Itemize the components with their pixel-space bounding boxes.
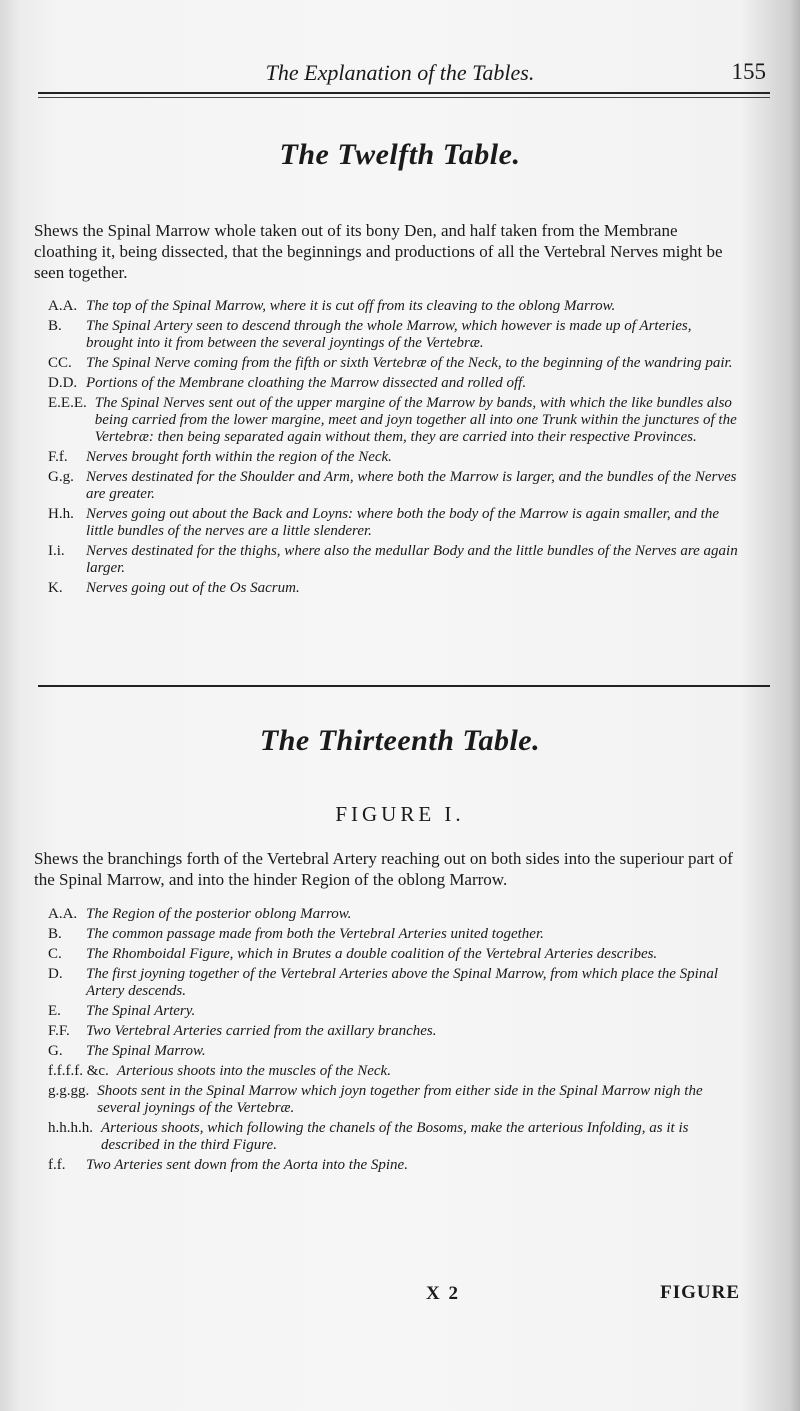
legend-text: The Spinal Artery. [86,1003,196,1019]
twelfth-table-items [48,298,742,600]
legend-key: A.A. [48,298,78,314]
legend-text: Portions of the Membrane cloathing the Marrow dissected and rolled off. [86,375,527,391]
legend-text: The Rhomboidal Figure, which in Brutes a double coalition of the Vertebral Arteries describes. [86,946,658,962]
legend-key: D.D. [48,375,78,391]
thirteenth-table-items [48,906,742,1177]
legend-item [48,543,742,577]
legend-text: The Spinal Nerve coming from the fifth or sixth Vertebræ of the Neck, to the beginning of the wandring pair. [86,355,733,371]
legend-item [48,1003,742,1020]
legend-item [48,1023,742,1040]
legend-text: Nerves going out about the Back and Loyns: where both the body of the Marrow is again smaller, and the little bundles of the nerves are a little slenderer. [86,506,719,539]
legend-text: The Spinal Artery seen to descend through the whole Marrow, which however is made up of Arteries, brought into it from between the several joyntings of the Vertebræ. [86,318,692,351]
legend-item [48,449,742,466]
legend-item [48,1083,742,1117]
legend-item [48,1120,742,1154]
legend-item [48,298,742,315]
legend-item [48,355,742,372]
legend-text: Shoots sent in the Spinal Marrow which joyn together from either side in the Spinal Marrow nigh the several joynings of the Vertebræ. [97,1083,703,1116]
legend-key: f.f. [48,1157,66,1173]
legend-key: K. [48,580,63,596]
legend-key: B. [48,318,62,334]
twelfth-table-intro: Shews the Spinal Marrow whole taken out of its bony Den, and half taken from the Membrane cloathing it, being dissected, that the beginnings and productions of all the Vertebral Nerves might be seen together. [34,221,723,282]
legend-key: f.f.f.f. &c. [48,1063,109,1079]
legend-item [48,926,742,943]
legend-item [48,946,742,963]
legend-key: I.i. [48,543,65,559]
legend-key: E. [48,1003,61,1019]
legend-text: Arterious shoots, which following the chanels of the Bosoms, make the arterious Infolding, as it is described in the third Figure. [101,1120,689,1153]
legend-item [48,1043,742,1060]
legend-text: Two Vertebral Arteries carried from the axillary branches. [86,1023,437,1039]
thirteenth-table-title: The Thirteenth Table. [259,724,541,757]
legend-text: Arterious shoots into the muscles of the Neck. [116,1063,391,1079]
legend-key: H.h. [48,506,74,522]
legend-text: Nerves brought forth within the region of the Neck. [86,449,392,465]
legend-item [48,580,742,597]
legend-key: F.F. [48,1023,70,1039]
legend-item [48,395,742,446]
legend-text: Nerves destinated for the Shoulder and Arm, where both the Marrow is larger, and the bundles of the Nerves are greater. [86,469,737,502]
legend-key: B. [48,926,62,942]
catchword: FIGURE [660,1282,740,1303]
legend-key: h.h.h.h. [48,1120,93,1136]
legend-item [48,469,742,503]
twelfth-table-title: The Twelfth Table. [279,138,521,171]
legend-text: The Spinal Nerves sent out of the upper margine of the Marrow by bands, with which the like bundles also being carried from the lower margine, meet and joyn together all into one Trunk within the junctures of the Vertebræ: then being separated again without them, they are carried into their respective Provinces. [94,395,737,445]
legend-key: D. [48,966,63,982]
header-rule [38,92,770,94]
legend-text: The Spinal Marrow. [86,1043,206,1059]
legend-item [48,906,742,923]
legend-item [48,966,742,1000]
legend-text: Nerves destinated for the thighs, where also the medullar Body and the little bundles of the Nerves are again larger. [86,543,738,576]
legend-text: The common passage made from both the Vertebral Arteries united together. [86,926,544,942]
legend-key: g.g.gg. [48,1083,90,1099]
legend-item [48,1157,742,1174]
section-divider [38,685,770,687]
legend-text: The Region of the posterior oblong Marrow. [86,906,352,922]
signature-mark: X 2 [426,1283,460,1304]
legend-key: F.f. [48,449,68,465]
legend-item [48,1063,742,1080]
legend-text: The top of the Spinal Marrow, where it is cut off from its cleaving to the oblong Marrow. [86,298,616,314]
legend-text: The first joyning together of the Vertebral Arteries above the Spinal Marrow, from which place the Spinal Artery descends. [86,966,719,999]
legend-key: C. [48,946,62,962]
figure-label: FIGURE I. [335,802,465,826]
legend-item [48,506,742,540]
legend-item [48,375,742,392]
legend-key: E.E.E. [48,395,87,411]
legend-key: G.g. [48,469,74,485]
legend-key: CC. [48,355,72,371]
legend-key: G. [48,1043,63,1059]
legend-text: Two Arteries sent down from the Aorta into the Spine. [86,1157,408,1173]
legend-text: Nerves going out of the Os Sacrum. [86,580,300,596]
running-title: The Explanation of the Tables. [265,60,535,85]
header-rule-thin [38,97,770,98]
legend-key: A.A. [48,906,78,922]
thirteenth-table-intro: Shews the branchings forth of the Vertebral Artery reaching out on both sides into the superiour part of the Spinal Marrow, and into the hinder Region of the oblong Marrow. [34,849,733,889]
page-number: 155 [731,59,766,84]
legend-item [48,318,742,352]
